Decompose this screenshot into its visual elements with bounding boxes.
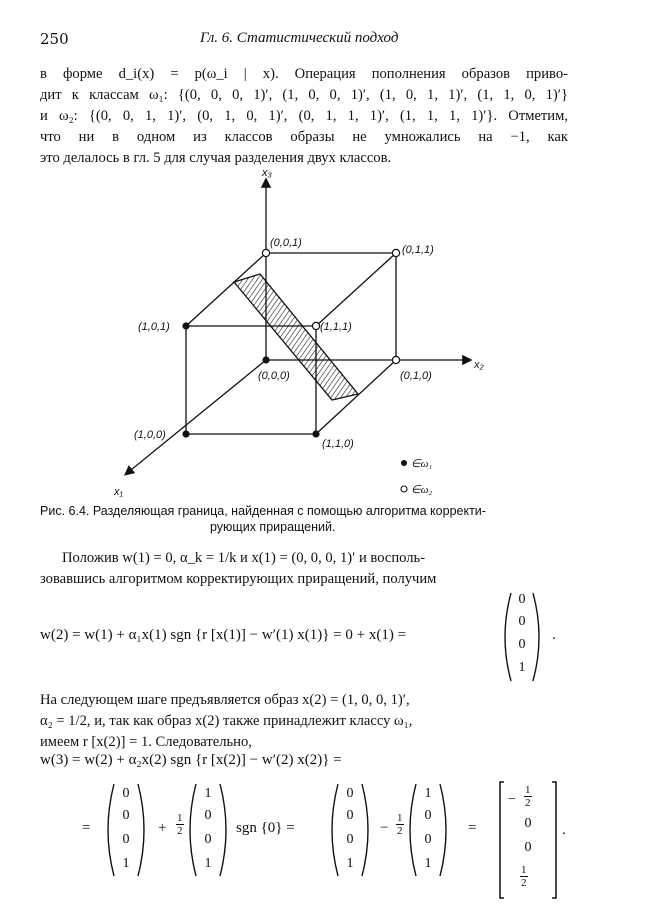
equation-2-sgn: sgn {0} = [236,820,295,836]
vector-entry: 0 [346,832,354,847]
legend-class2-label: ∈ω₂ [411,484,433,496]
vector-entry: 1 [518,660,526,675]
paragraph-2 [40,548,568,590]
equation-2-eq-sign-2: = [468,820,477,836]
paragraph-3 [40,690,568,753]
paragraph-1-line: в форме d_i(x) = p(ω_i | x). Операция пополнения образов приво- [40,66,568,82]
page-header [40,30,560,52]
vector-entry: 0 [424,808,432,823]
vector-entry: 0 [204,808,212,823]
vector-entry: 0 [122,832,130,847]
equation-2-eq-sign: = [82,820,91,836]
vector-entry: 0 [518,637,526,652]
equation-2-minus: − [380,820,389,836]
figure-caption [40,503,570,535]
vertex-label-110: (1,1,0) [322,438,354,450]
paragraph-1-line: что ни в одном из классов образы не умножались на −1, как [40,129,568,145]
fraction-numerator: 1 [397,812,403,824]
vertex-label-100: (1,0,0) [134,429,166,441]
equation-2-parens [100,780,660,904]
vertex-label-101: (1,0,1) [138,321,170,333]
vector-entry: 0 [346,786,354,801]
equation-2-half [176,812,184,837]
vector-entry: 1 [424,856,432,871]
equation-1-text: w(2) = w(1) + α₁x(1) sgn {r [x(1)] − w′(1) x(1)} = 0 + x(1) = [40,627,407,643]
vector-entry: 0 [518,592,526,607]
paragraph-1-line: и ω₂: {(0, 0, 1, 1)′, (0, 1, 0, 1)′, (0, 1, 1, 1)′, (1, 1, 1, 1)′}. Отметим, [40,108,568,124]
vector-entry: 0 [424,832,432,847]
equation-2-half-2 [396,812,404,837]
vector-entry: 1 [122,856,130,871]
vector-entry: 0 [122,808,130,823]
fraction-numerator: 1 [177,812,183,824]
paragraph-2-line: зовавшись алгоритмом корректирующих приращений, получим [40,571,437,587]
paragraph-3-line: α₂ = 1/2, и, так как образ x(2) также принадлежит классу ω₁, [40,713,413,729]
vertex-label-011: (0,1,1) [402,244,434,256]
vector-entry: 1 [204,856,212,871]
fraction-denominator: 2 [397,825,403,837]
caption-line-2: рующих приращений. [210,520,336,534]
legend-open-dot [401,486,407,492]
vector-entry: 0 [122,786,130,801]
vertex-100 [182,430,189,437]
vector-entry: 1 [204,786,212,801]
paragraph-1-line: это делалось в гл. 5 для случая разделения двух классов. [40,150,392,166]
vertex-111 [312,322,319,329]
page-number: 250 [40,30,69,48]
paragraph-1 [40,64,568,169]
fraction-denominator: 2 [525,797,531,809]
vertex-101 [182,322,189,329]
paragraph-3-line: имеем r [x(2)] = 1. Следовательно, [40,734,252,750]
axis-label-x3: x₃ [262,167,272,179]
vertex-label-111: (1,1,1) [320,321,352,333]
fraction-numerator: 1 [525,784,531,796]
axis-label-x1: x₁ [114,486,123,498]
vector-entry: 0 [524,840,532,855]
fraction-denominator: 2 [177,825,183,837]
vertex-label-001: (0,0,1) [270,237,302,249]
cube-figure [100,162,484,500]
fraction-denominator: 2 [521,877,527,889]
caption-line-1: Рис. 6.4. Разделяющая граница, найденная с помощью алгоритма корректи- [40,504,486,518]
vector-entry: 1 [346,856,354,871]
vertex-label-010: (0,1,0) [400,370,432,382]
paragraph-1-line: дит к классам ω₁: {(0, 0, 0, 1)′, (1, 0, 0, 1)′, (1, 0, 1, 1)′, (1, 1, 0, 1)′} [40,87,568,103]
vertex-110 [312,430,319,437]
vertex-000 [262,356,269,363]
vertex-label-000: (0,0,0) [258,370,290,382]
vector-entry: 0 [524,816,532,831]
legend-filled-dot [401,460,407,466]
vertex-010 [392,356,399,363]
vector-entry: 0 [346,808,354,823]
equation-1-end: . [552,627,556,643]
equation-2-end: . [562,822,566,838]
paragraph-2-line: Положив w(1) = 0, α_k = 1/k и x(1) = (0, 0, 0, 1)′ и восполь- [62,550,426,566]
vertex-001 [262,249,269,256]
vector-entry: 0 [518,614,526,629]
vector-entry: 0 [204,832,212,847]
equation-2-plus: + [158,820,167,836]
equation-2-line-1: w(3) = w(2) + α₂x(2) sgn {r [x(2)] − w′(2) x(2)} = [40,752,342,768]
x1-axis [126,360,266,474]
axis-label-x2: x₂ [474,359,484,371]
vertex-011 [392,249,399,256]
vector-entry: 1 [424,786,432,801]
separating-plane [234,274,358,400]
legend-class1-label: ∈ω₁ [411,458,433,470]
paragraph-3-line: На следующем шаге предъявляется образ x(2) = (1, 0, 0, 1)′, [40,692,410,708]
vector-entry-sign: − [508,792,516,807]
chapter-title: Гл. 6. Статистический подход [200,30,399,46]
fraction-numerator: 1 [521,864,527,876]
